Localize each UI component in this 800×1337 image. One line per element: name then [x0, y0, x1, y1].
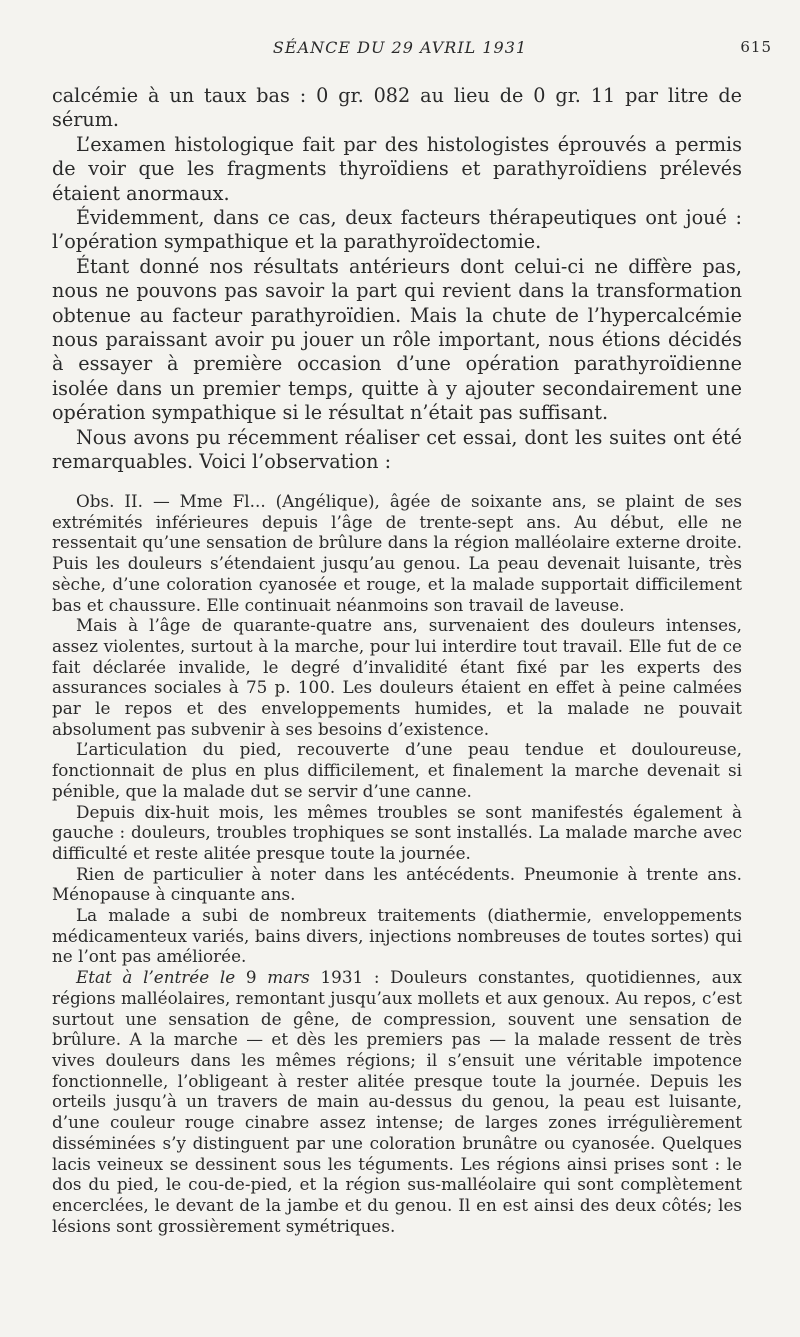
paragraph: Étant donné nos résultats antérieurs dont celui-ci ne diffère pas, nous ne pouvons pas savoir la part qui revient dans la transformation obtenue au facteur parathyroïdien. Mais la chute de l’hypercalcémie nous paraissant avoir pu jouer un rôle important, nous étions décidés à essayer à première occasion d’une opération parathyroïdienne isolée dans un premier temps, quitte à y ajouter secondairement une opération sympathique si le résultat n’était pas suffisant.: [52, 254, 742, 425]
observation-paragraph: Rien de particulier à noter dans les antécédents. Pneumonie à trente ans. Ménopause à cinquante ans.: [52, 863, 742, 905]
paragraph: calcémie à un taux bas : 0 gr. 082 au lieu de 0 gr. 11 par litre de sérum.: [52, 84, 742, 132]
observation-text: [52, 491, 742, 1236]
etat-month: mars: [267, 967, 310, 988]
observation-paragraph: Depuis dix-huit mois, les mêmes troubles se sont manifestés également à gauche : douleurs, troubles trophiques se sont installés. La malade marche avec difficulté et reste alitée presque toute la journée.: [52, 801, 742, 863]
observation-paragraph: Mais à l’âge de quarante-quatre ans, survenaient des douleurs intenses, assez violentes, surtout à la marche, pour lui interdire tout travail. Elle fut de ce fait déclarée invalide, le degré d’invalidité étant fixé par les experts des assurances sociales à 75 p. 100. Les douleurs étaient en effet à peine calmées par le repos et des enveloppements humides, et la malade ne pouvait absolument pas subvenir à ses besoins d’existence.: [52, 615, 742, 739]
observation-paragraph: La malade a subi de nombreux traitements (diathermie, enveloppements médicamenteux variés, bains divers, injections nombreuses de toutes sortes) qui ne l’ont pas améliorée.: [52, 905, 742, 967]
etat-paragraph: [52, 967, 742, 1236]
paragraph: Évidemment, dans ce cas, deux facteurs thérapeutiques ont joué : l’opération sympathique et la parathyroïdectomie.: [52, 206, 742, 254]
observation-paragraph: Obs. II. — Mme Fl... (Angélique), âgée de soixante ans, se plaint de ses extrémités inférieures depuis l’âge de trente-sept ans. Au début, elle ne ressentait qu’une sensation de brûlure dans la région malléolaire externe droite. Puis les douleurs s’étendaient jusqu’au genou. La peau devenait luisante, très sèche, d’une coloration cyanosée et rouge, et la malade supportait difficilement bas et chaussure. Elle continuait néanmoins son travail de laveuse.: [52, 491, 742, 615]
header-title: SÉANCE DU 29 AVRIL 1931: [272, 38, 528, 57]
etat-day: 9: [245, 967, 257, 988]
main-text: [52, 84, 742, 475]
paragraph: L’examen histologique fait par des histologistes éprouvés a permis de voir que les fragments thyroïdiens et parathyroïdiens prélevés étaient anormaux.: [52, 132, 742, 205]
observation-paragraph: L’articulation du pied, recouverte d’une peau tendue et douloureuse, fonctionnait de plus en plus difficilement, et finalement la marche devenait si pénible, que la malade dut se servir d’une canne.: [52, 739, 742, 801]
etat-lead: Etat à l’entrée le: [76, 967, 236, 988]
paragraph: Nous avons pu récemment réaliser cet essai, dont les suites ont été remarquables. Voici l’observation :: [52, 425, 742, 474]
running-header: [0, 38, 800, 62]
etat-text: 1931 : Douleurs constantes, quotidiennes, aux régions malléolaires, remontant jusqu’aux mollets et aux genoux. Au repos, c’est surtout une sensation de gêne, de compression, souvent une sensation de brûlure. A la marche — et dès les premiers pas — la malade ressent de très vives douleurs dans les mêmes régions; il s’ensuit une véritable impotence fonctionnelle, l’obligeant à rester alitée presque toute la journée. Depuis les orteils jusqu’à un travers de main au-dessus du genou, la peau est luisante, d’une couleur rouge cinabre assez intense; de larges zones irrégulièrement disséminées s’y distinguent par une coloration brunâtre ou cyanosée. Quelques lacis veineux se dessinent sous les téguments. Les régions ainsi prises sont : le dos du pied, le cou-de-pied, et la région sus-malléolaire qui sont complètement encerclées, le devant de la jambe et du genou. Il en est ainsi des deux côtés; les lésions sont grossièrement symétriques.: [52, 967, 742, 1236]
page-number: 615: [740, 38, 772, 56]
